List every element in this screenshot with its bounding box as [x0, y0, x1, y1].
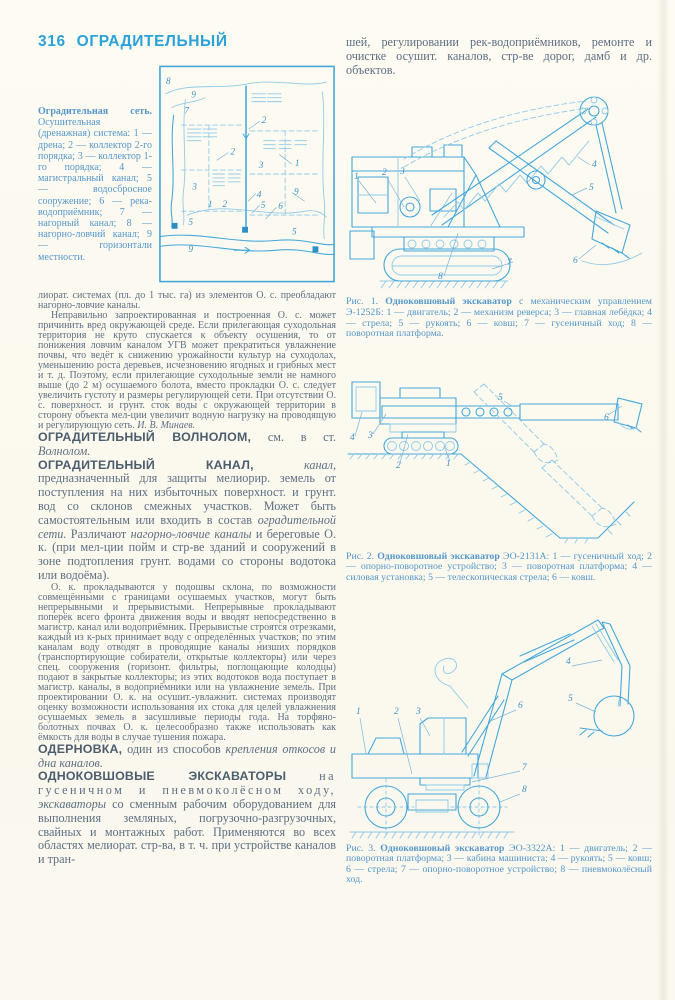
caption-bold: Одноковшовый экскаватор	[377, 550, 500, 562]
figure-label: 5	[291, 227, 297, 238]
figure-2-caption	[346, 552, 652, 584]
figure-3-caption	[346, 844, 652, 886]
caption-bold: Одноковшовый экскаватор	[385, 296, 512, 308]
figure-3-excavator-drawing	[346, 604, 652, 840]
collectors	[181, 125, 318, 215]
entry-italic-term: оградительной сети.	[38, 512, 337, 541]
figure-label: 4	[566, 656, 571, 667]
figure-label: 9	[293, 187, 299, 198]
house-details	[358, 157, 452, 227]
figure-label: 7	[522, 762, 527, 773]
figure-label: 6	[604, 412, 609, 423]
figure3-leaders	[360, 660, 602, 802]
figure-label: 4	[592, 160, 597, 171]
figure3-labels	[356, 657, 573, 795]
wheel-centerlines	[358, 779, 507, 835]
entry-word: канал,	[304, 457, 336, 472]
figure-label: 3	[400, 167, 405, 178]
entry-text: Различают	[70, 526, 127, 541]
page-header	[38, 33, 228, 51]
entry-italic-term: нагорно-ловчие каналы	[130, 526, 252, 541]
figure-label: 1	[446, 458, 451, 469]
figure-label: 3	[416, 706, 421, 717]
entry-headword: ОГРАДИТЕЛЬНЫЙ КАНАЛ,	[38, 457, 254, 472]
caption-text: ЭО-2131А: 1 — гусеничный ход; 2 — опорно-поворотное устройство; 3 — поворотная платформа; 4 — силовая установка; 5 — телескопическая стрела; 6 — ковш.	[346, 550, 653, 583]
figure-label: 2	[261, 116, 267, 127]
figure-label: 6	[278, 202, 283, 213]
paragraph-top-right: шей, регулировании рек-водоприёмников, ремонте и очистке осушит. каналов, стр-ве дорог, дамб и др. объектов.	[346, 35, 652, 77]
figure-label: 2	[394, 706, 399, 717]
figure-label: 2	[396, 460, 401, 471]
figure-label: 9	[188, 245, 193, 256]
figure-label: 3	[258, 161, 264, 172]
track-wheels	[388, 441, 455, 450]
entry-reference: крепления откосов и дна каналов.	[38, 741, 336, 770]
figure-label: 3	[368, 430, 373, 441]
figure-label: 5	[589, 183, 594, 194]
figure-label: 1	[207, 200, 213, 211]
figure-label: 2	[382, 168, 387, 179]
drainage-caption-body: Осушительная (дренажная) система: 1 — дрена; 2 — коллектор 2-го порядка; 3 — коллектор 1-го порядка; 4 — магистральный канал; 5 — водосбросное сооружение; 6 — река-водоприёмник; 7 — нагорный канал; 8 — нагорно-ловчий канал; 9 — горизонтали местности.	[38, 117, 152, 263]
lattice-boom	[432, 97, 608, 225]
paragraph-continuation: лиорат. системах (пл. до 1 тыс. га) из элементов О. с. преобладают нагорно-ловчие каналы.	[38, 290, 336, 311]
figure-label: 2	[230, 147, 236, 158]
figure-label: 8	[522, 784, 527, 795]
figure-1-caption	[346, 297, 652, 339]
figure-1-excavator-drawing	[346, 81, 652, 291]
figure-label: 4	[350, 432, 355, 443]
entry-odernovka	[38, 743, 336, 771]
figure-2-excavator-drawing	[346, 348, 652, 544]
bucket	[580, 696, 634, 737]
drainage-figure	[38, 62, 336, 286]
author-signature: И. В. Минаев.	[137, 420, 196, 431]
platform-and-cab	[352, 718, 488, 790]
figure-label: 1	[356, 706, 361, 717]
diagram-labels	[166, 77, 300, 255]
bucket	[592, 211, 630, 258]
caption-bold: Одноковшовый экскаватор	[380, 842, 505, 854]
caption-label: Рис. 3.	[346, 842, 376, 854]
page-number: 316	[38, 33, 66, 50]
left-column	[38, 62, 336, 867]
figure-label: 6	[518, 700, 523, 711]
boom-position-3	[542, 460, 616, 527]
crawler-track	[384, 237, 510, 281]
slope-hatch	[350, 454, 630, 543]
figure-label: 7	[507, 258, 512, 269]
entry-kanal	[38, 459, 336, 583]
entry-headword: ОДЕРНОВКА,	[38, 741, 123, 756]
page-edge-shadow	[657, 0, 669, 1000]
figure-label: 6	[573, 256, 578, 267]
caption-label: Рис. 1.	[346, 296, 379, 308]
paragraph-environment	[38, 311, 336, 431]
entry-text: со сменным рабочим оборудованием для выполнения земляных, погрузочно-разгрузочных, свайных и монтажных работ. Применяются во всех областях мелиорат. стр-ва, в т. ч. при устройстве каналов и тран-	[38, 796, 337, 867]
drainage-diagram	[158, 62, 336, 286]
entry-text: см. в ст.	[267, 430, 336, 444]
boom-position-2	[474, 384, 558, 463]
entry-spaced-text: на гусеничном и пневмоколёсном ходу,	[38, 769, 337, 798]
machine-body	[352, 382, 456, 438]
hydraulic-cylinders	[462, 624, 620, 756]
ground-hatch	[350, 832, 514, 838]
figure1-labels	[354, 160, 597, 282]
entry-text: предназначенный для защиты мелиорир. земель от поступления на них избыточных поверхност. и грунт. вод со склонов смежных участков. Может быть самостоятельным или входить в состав	[38, 471, 336, 527]
caption-label: Рис. 2.	[346, 550, 375, 562]
figure-label: 2	[222, 200, 228, 211]
figure-label: 1	[294, 159, 300, 170]
figure-label: 4	[256, 190, 262, 201]
figure-label: 8	[438, 272, 443, 283]
ground-and-slope	[348, 454, 634, 538]
figure-label: 5	[188, 217, 193, 228]
paragraph-text: Неправильно запроектированная и построенная О. с. может причинить вред окружающей среде. Если прилегающая суходольная территория не круто спускается к объекту осушения, то от понижения ловчим каналом УГВ может прекратиться увлажнение почвы, что ведёт к снижению урожайности культур на суходолах, уменьшению роста деревьев, исчезновению ягодных и грибных мест и т. д. Поэтому, если прилегающие суходольные земли не намного выше (до 2 м) осушаемого болота, вместо прокладки О. с. следует увеличить густоту и размеры регулирующей сети. При отсутствии О. с. поверхност. и грунт. сток воды с окружающей территории в сторону объекта мел-ции увеличит водную нагрузку на проводящую и регулирующую сеть.	[38, 310, 336, 431]
entry-text: один из способов	[127, 741, 221, 756]
crawler-track	[384, 438, 458, 454]
right-column	[346, 36, 652, 886]
drainage-caption-term: Оградительная сеть.	[38, 106, 152, 117]
arm	[602, 622, 630, 706]
caption-text: с механическим управлением Э-1252Б: 1 — двигатель; 2 — механизм реверса; 3 — главная лебёдка; 4 — стрела; 5 — рукоять; 6 — ковш; 7 — гусеничный ход; 8 — поворотная платформа.	[346, 296, 653, 340]
figure-label: 8	[165, 77, 171, 88]
entry-reference: Волнолом.	[38, 443, 91, 458]
figure-label: 7	[184, 106, 190, 117]
page-title: ОГРАДИТЕЛЬНЫЙ	[76, 33, 228, 50]
figure-label: 5	[260, 201, 266, 212]
figure-label: 5	[568, 693, 573, 704]
boom	[474, 620, 604, 777]
paragraph-okanal: О. к. прокладываются у подошвы склона, по возможности совмещёнными с границами осушаемых участков, могут быть непрерывными и прерывистыми. Непрерывные прокладывают поперёк всего фронта движения воды и вводят непосредственно в магистр. канал или водоприёмник. Прерывистые строятся отрезками, каждый из к-рых принимает воду с определённых участков; по этим каналам воду отводят в проводящие каналы низших порядков (транспортирующие собиратели, открытые коллекторы) или через спец. сооружения (горизонт. фильтры, поглощающие колодцы) подают в закрытые коллекторы; из этих водотоков вода поступает в магистр. каналы, в водоприёмники или на увлажнение земель. При проектировании О. к. на осушит.-увлажнит. системах производят оценку возможности использования их стока для целей увлажнения осушаемых земель в засушливые периоды года. На торфяно-болотных почвах О. к. целесообразно также использовать как ёмкость для воды в случае тушения пожара.	[38, 581, 336, 743]
entry-word: экскаваторы	[38, 796, 107, 811]
entry-excavators	[38, 770, 336, 867]
figure1-leaders	[359, 157, 596, 276]
figure-label: 3	[192, 182, 197, 193]
entry-headword: ОДНОКОВШОВЫЕ ЭКСКАВАТОРЫ	[38, 769, 287, 784]
figure-label: 9	[191, 90, 196, 101]
entry-volnolom	[38, 431, 336, 459]
drainage-caption	[38, 106, 152, 286]
hose-loop	[435, 658, 468, 708]
drain-hatches	[187, 94, 306, 186]
figure-label: 5	[498, 392, 503, 403]
entry-text: и береговые О. к. (при мел-ции пойм и стр-ве зданий и сооружений в зоне подтопления грунт. водами со стороны водотока или водоёма).	[38, 526, 337, 582]
figure-label: 1	[354, 172, 359, 183]
figure2-labels	[350, 393, 609, 471]
caption-text: ЭО-3322А: 1 — двигатель; 2 — поворотная платформа; 3 — кабина машиниста; 4 — рукоять; 5 — ковш; 6 — стрела; 7 — опорно-поворотное устройство; 8 — пневмоколёсный ход.	[346, 842, 652, 886]
entry-headword: ОГРАДИТЕЛЬНЫЙ ВОЛНОЛОМ,	[38, 430, 252, 444]
chassis	[408, 794, 456, 812]
boom-bracing	[444, 97, 608, 217]
track-rollers	[392, 240, 502, 266]
